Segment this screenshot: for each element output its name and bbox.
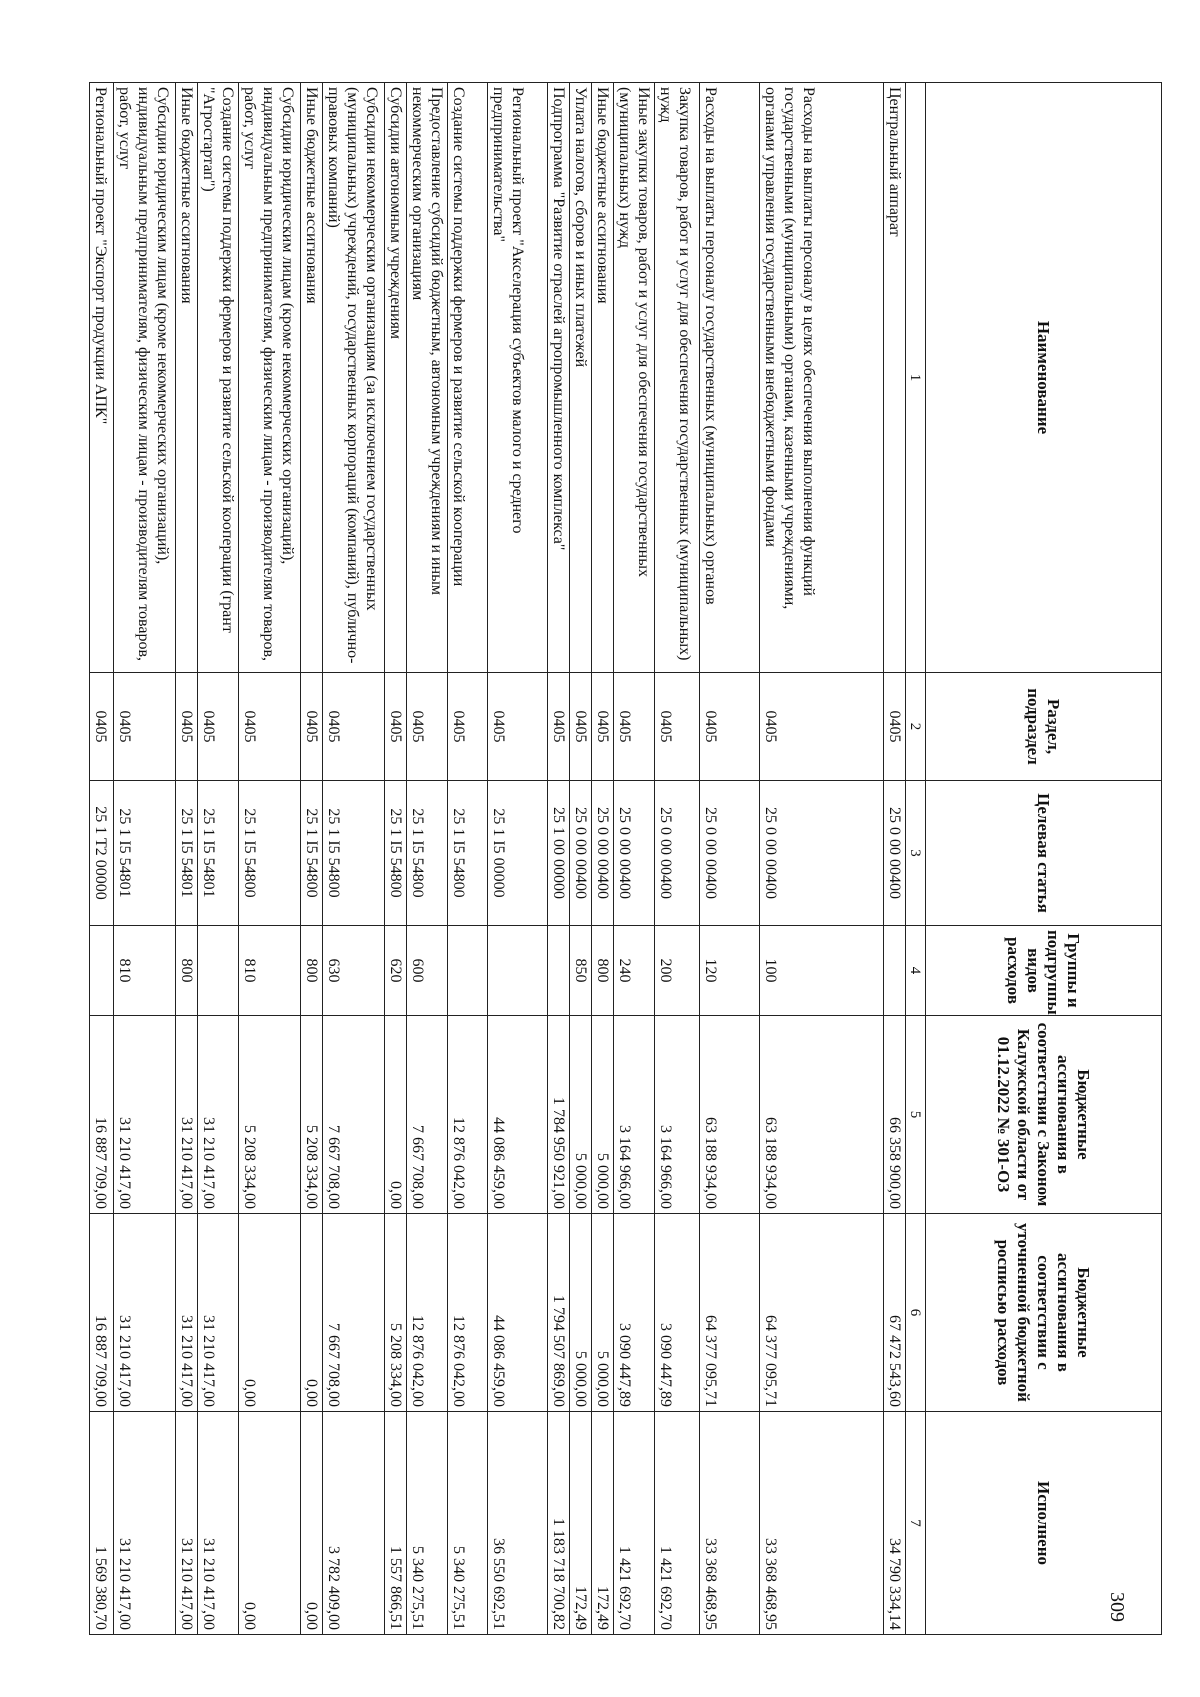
row-law-allocation: 5 000,00 xyxy=(570,1016,592,1214)
table-row xyxy=(592,83,614,1635)
row-section: 0405 xyxy=(198,673,239,781)
row-law-allocation: 12 876 042,00 xyxy=(448,1016,488,1214)
row-article: 25 1 I5 54800 xyxy=(407,781,448,926)
row-plan-allocation: 44 086 459,00 xyxy=(488,1214,548,1412)
row-section: 0405 xyxy=(592,673,614,781)
row-law-allocation: 31 210 417,00 xyxy=(114,1016,176,1214)
row-executed: 172,49 xyxy=(570,1412,592,1635)
row-article: 25 1 I5 54800 xyxy=(448,781,488,926)
row-executed: 36 550 692,51 xyxy=(488,1412,548,1635)
row-executed: 5 340 275,51 xyxy=(448,1412,488,1635)
row-article: 25 0 00 00400 xyxy=(655,781,700,926)
row-executed: 33 368 468,95 xyxy=(700,1412,760,1635)
row-law-allocation: 3 164 966,00 xyxy=(614,1016,655,1214)
row-law-allocation: 31 210 417,00 xyxy=(176,1016,198,1214)
row-name: Региональный проект "Экспорт продукции АПК" xyxy=(90,83,114,673)
row-name: Создание системы поддержки фермеров и развитие сельской кооперации xyxy=(448,83,488,673)
row-law-allocation: 5 208 334,00 xyxy=(301,1016,323,1214)
row-name: Субсидии юридическим лицам (кроме некоммерческих организаций), индивидуальным предпринимателям, физическим лицам - производителям товаров, работ, услуг xyxy=(114,83,176,673)
row-section: 0405 xyxy=(448,673,488,781)
table-row xyxy=(448,83,488,1635)
row-article: 25 0 00 00400 xyxy=(614,781,655,926)
row-article: 25 1 00 00000 xyxy=(548,781,570,926)
row-group: 620 xyxy=(385,926,407,1016)
row-executed: 33 368 468,95 xyxy=(760,1412,884,1635)
column-number: 4 xyxy=(906,926,926,1016)
row-plan-allocation: 5 208 334,00 xyxy=(385,1214,407,1412)
table-row xyxy=(700,83,760,1635)
row-section: 0405 xyxy=(114,673,176,781)
row-plan-allocation: 0,00 xyxy=(239,1214,301,1412)
row-law-allocation: 63 188 934,00 xyxy=(760,1016,884,1214)
column-number: 7 xyxy=(906,1412,926,1635)
row-name: Уплата налогов, сборов и иных платежей xyxy=(570,83,592,673)
column-number: 2 xyxy=(906,673,926,781)
row-article: 25 1 I5 54800 xyxy=(385,781,407,926)
row-executed: 31 210 417,00 xyxy=(198,1412,239,1635)
row-group: 810 xyxy=(114,926,176,1016)
row-group xyxy=(448,926,488,1016)
row-plan-allocation: 64 377 095,71 xyxy=(700,1214,760,1412)
row-group: 810 xyxy=(239,926,301,1016)
row-article: 25 0 00 00400 xyxy=(884,781,906,926)
row-section: 0405 xyxy=(614,673,655,781)
row-group: 100 xyxy=(760,926,884,1016)
row-section: 0405 xyxy=(407,673,448,781)
row-executed: 1 569 380,70 xyxy=(90,1412,114,1635)
row-article: 25 0 00 00400 xyxy=(700,781,760,926)
row-name: Расходы на выплаты персоналу в целях обеспечения выполнения функций государственными (муниципальными) органами, казенными учреждениями, органами управления государственными внебюджетными фондами xyxy=(760,83,884,673)
row-group: 630 xyxy=(323,926,385,1016)
row-law-allocation: 1 784 950 921,00 xyxy=(548,1016,570,1214)
row-article: 25 1 I5 54801 xyxy=(114,781,176,926)
row-article: 25 0 00 00400 xyxy=(760,781,884,926)
row-article: 25 1 T2 00000 xyxy=(90,781,114,926)
row-group: 600 xyxy=(407,926,448,1016)
row-plan-allocation: 12 876 042,00 xyxy=(448,1214,488,1412)
row-name: Предоставление субсидий бюджетным, автономным учреждениям и иным некоммерческим организациям xyxy=(407,83,448,673)
column-number: 1 xyxy=(906,83,926,673)
row-plan-allocation: 0,00 xyxy=(301,1214,323,1412)
row-group xyxy=(548,926,570,1016)
table-row xyxy=(176,83,198,1635)
row-section: 0405 xyxy=(385,673,407,781)
row-article: 25 0 00 00400 xyxy=(592,781,614,926)
row-plan-allocation: 1 794 507 869,00 xyxy=(548,1214,570,1412)
row-group xyxy=(488,926,548,1016)
table-row xyxy=(488,83,548,1635)
row-article: 25 1 I5 54801 xyxy=(198,781,239,926)
header-name: Наименование xyxy=(926,83,1162,673)
row-group: 800 xyxy=(176,926,198,1016)
header-row xyxy=(926,83,1162,1635)
row-group xyxy=(198,926,239,1016)
header-article: Целевая статья xyxy=(926,781,1162,926)
row-law-allocation: 63 188 934,00 xyxy=(700,1016,760,1214)
row-plan-allocation: 3 090 447,89 xyxy=(614,1214,655,1412)
row-section: 0405 xyxy=(570,673,592,781)
row-article: 25 0 00 00400 xyxy=(570,781,592,926)
row-executed: 1 421 692,70 xyxy=(614,1412,655,1635)
row-executed: 0,00 xyxy=(301,1412,323,1635)
table-row xyxy=(760,83,884,1635)
row-name: Иные бюджетные ассигнования xyxy=(301,83,323,673)
row-executed: 1 421 692,70 xyxy=(655,1412,700,1635)
row-law-allocation: 5 000,00 xyxy=(592,1016,614,1214)
row-executed: 34 790 334,14 xyxy=(884,1412,906,1635)
row-plan-allocation: 3 090 447,89 xyxy=(655,1214,700,1412)
row-law-allocation: 66 358 900,00 xyxy=(884,1016,906,1214)
row-name: Расходы на выплаты персоналу государственных (муниципальных) органов xyxy=(700,83,760,673)
row-executed: 1 183 718 700,82 xyxy=(548,1412,570,1635)
row-law-allocation: 44 086 459,00 xyxy=(488,1016,548,1214)
row-section: 0405 xyxy=(488,673,548,781)
row-executed: 31 210 417,00 xyxy=(176,1412,198,1635)
row-name: Субсидии юридическим лицам (кроме некоммерческих организаций), индивидуальным предпринимателям, физическим лицам - производителям товаров, работ, услуг xyxy=(239,83,301,673)
row-name: Иные закупки товаров, работ и услуг для обеспечения государственных (муниципальных) нужд xyxy=(614,83,655,673)
budget-table xyxy=(89,82,1162,1635)
budget-table-sheet xyxy=(92,82,1162,1634)
row-section: 0405 xyxy=(90,673,114,781)
table-row xyxy=(385,83,407,1635)
row-name: Иные бюджетные ассигнования xyxy=(176,83,198,673)
row-article: 25 1 I5 00000 xyxy=(488,781,548,926)
row-group: 120 xyxy=(700,926,760,1016)
table-row xyxy=(301,83,323,1635)
table-row xyxy=(570,83,592,1635)
header-group: Группы и подгруппы видов расходов xyxy=(926,926,1162,1016)
row-article: 25 1 I5 54800 xyxy=(301,781,323,926)
header-law-allocation: Бюджетные ассигнования в соответствии с Законом Калужской области от 01.12.2022 № 301-ОЗ xyxy=(926,1016,1162,1214)
row-name: Закупка товаров, работ и услуг для обеспечения государственных (муниципальных) нужд xyxy=(655,83,700,673)
column-number: 3 xyxy=(906,781,926,926)
row-group: 800 xyxy=(301,926,323,1016)
row-name: Субсидии некоммерческим организациям (за исключением государственных (муниципальных) учреждений, государственных корпораций (компаний), публично-правовых компаний) xyxy=(323,83,385,673)
row-law-allocation: 16 887 709,00 xyxy=(90,1016,114,1214)
header-executed: Исполнено xyxy=(926,1412,1162,1635)
row-plan-allocation: 12 876 042,00 xyxy=(407,1214,448,1412)
row-section: 0405 xyxy=(239,673,301,781)
table-row xyxy=(407,83,448,1635)
table-row xyxy=(614,83,655,1635)
row-article: 25 1 I5 54801 xyxy=(176,781,198,926)
row-law-allocation: 7 667 708,00 xyxy=(407,1016,448,1214)
row-group: 200 xyxy=(655,926,700,1016)
row-group: 240 xyxy=(614,926,655,1016)
row-name: Подпрограмма "Развитие отраслей агропромышленного комплекса" xyxy=(548,83,570,673)
column-number-row xyxy=(906,83,926,1635)
row-section: 0405 xyxy=(323,673,385,781)
row-article: 25 1 I5 54800 xyxy=(239,781,301,926)
row-plan-allocation: 16 887 709,00 xyxy=(90,1214,114,1412)
row-group: 800 xyxy=(592,926,614,1016)
row-section: 0405 xyxy=(655,673,700,781)
row-name: Создание системы поддержки фермеров и развитие сельской кооперации (грант "Агростартап") xyxy=(198,83,239,673)
row-plan-allocation: 64 377 095,71 xyxy=(760,1214,884,1412)
row-section: 0405 xyxy=(548,673,570,781)
column-number: 6 xyxy=(906,1214,926,1412)
row-group: 850 xyxy=(570,926,592,1016)
row-executed: 172,49 xyxy=(592,1412,614,1635)
row-law-allocation: 31 210 417,00 xyxy=(198,1016,239,1214)
row-plan-allocation: 5 000,00 xyxy=(592,1214,614,1412)
table-row xyxy=(548,83,570,1635)
header-plan-allocation: Бюджетные ассигнования в соответствии с уточненной бюджетной росписью расходов xyxy=(926,1214,1162,1412)
row-plan-allocation: 31 210 417,00 xyxy=(114,1214,176,1412)
row-law-allocation: 5 208 334,00 xyxy=(239,1016,301,1214)
row-law-allocation: 7 667 708,00 xyxy=(323,1016,385,1214)
row-section: 0405 xyxy=(176,673,198,781)
page-number: 309 xyxy=(1106,1592,1128,1622)
row-executed: 0,00 xyxy=(239,1412,301,1635)
row-law-allocation: 3 164 966,00 xyxy=(655,1016,700,1214)
row-plan-allocation: 31 210 417,00 xyxy=(198,1214,239,1412)
row-executed: 1 557 866,51 xyxy=(385,1412,407,1635)
table-row xyxy=(884,83,906,1635)
row-name: Иные бюджетные ассигнования xyxy=(592,83,614,673)
row-article: 25 1 I5 54800 xyxy=(323,781,385,926)
table-body xyxy=(90,83,906,1635)
row-name: Центральный аппарат xyxy=(884,83,906,673)
row-executed: 5 340 275,51 xyxy=(407,1412,448,1635)
row-plan-allocation: 5 000,00 xyxy=(570,1214,592,1412)
row-law-allocation: 0,00 xyxy=(385,1016,407,1214)
row-section: 0405 xyxy=(700,673,760,781)
table-row xyxy=(114,83,176,1635)
row-name: Субсидии автономным учреждениям xyxy=(385,83,407,673)
row-plan-allocation: 67 472 543,60 xyxy=(884,1214,906,1412)
table-row xyxy=(90,83,114,1635)
table-row xyxy=(655,83,700,1635)
row-name: Региональный проект "Акселерация субъектов малого и среднего предпринимательства" xyxy=(488,83,548,673)
column-number: 5 xyxy=(906,1016,926,1214)
table-row xyxy=(323,83,385,1635)
row-plan-allocation: 7 667 708,00 xyxy=(323,1214,385,1412)
row-executed: 31 210 417,00 xyxy=(114,1412,176,1635)
row-section: 0405 xyxy=(884,673,906,781)
row-plan-allocation: 31 210 417,00 xyxy=(176,1214,198,1412)
row-section: 0405 xyxy=(301,673,323,781)
row-group xyxy=(90,926,114,1016)
row-group xyxy=(884,926,906,1016)
table-row xyxy=(239,83,301,1635)
header-section: Раздел, подраздел xyxy=(926,673,1162,781)
row-executed: 3 782 409,00 xyxy=(323,1412,385,1635)
row-section: 0405 xyxy=(760,673,884,781)
table-row xyxy=(198,83,239,1635)
